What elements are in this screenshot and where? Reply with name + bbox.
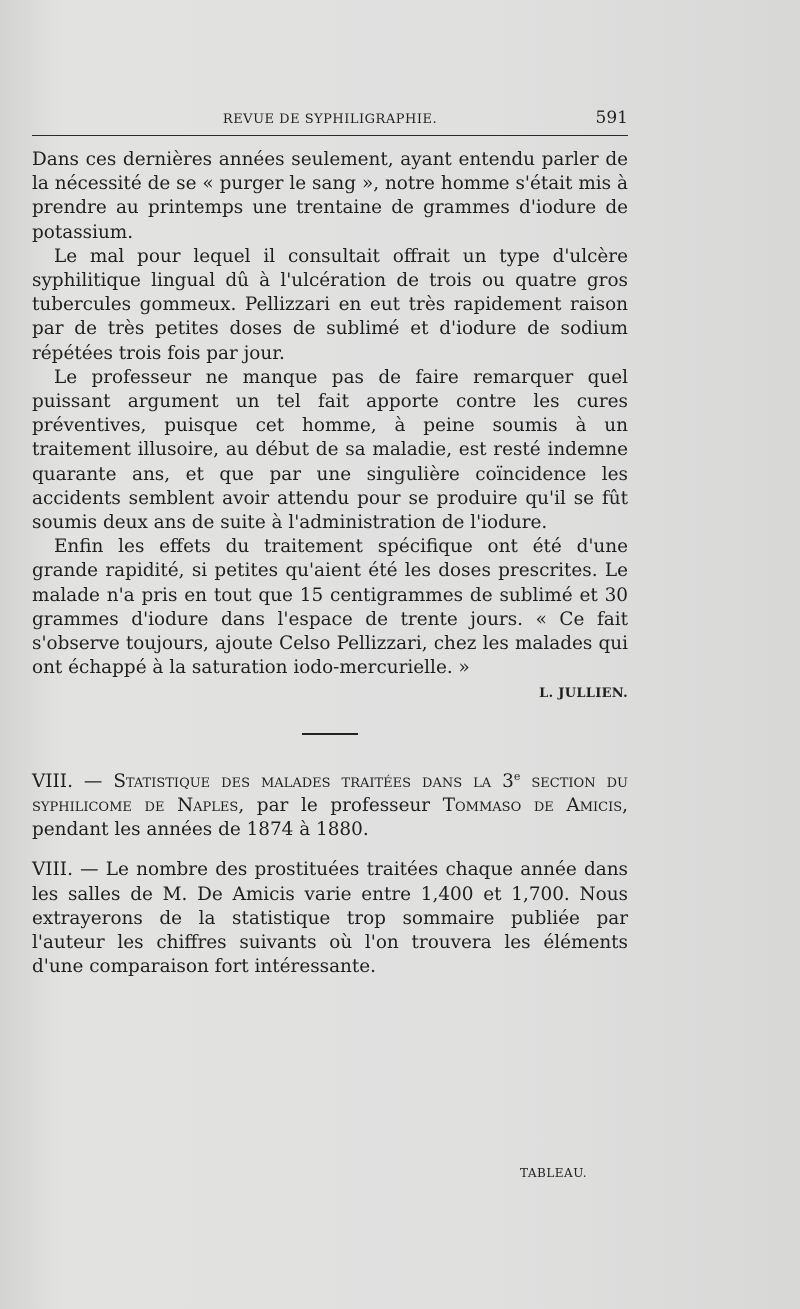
section-title-author: Tommaso de Amicis <box>442 795 623 816</box>
body-text <box>32 148 628 979</box>
paragraph-2: Le mal pour lequel il consultait offrait un type d'ulcère syphilitique lingual dû à l'ulcération de trois ou quatre gros tubercules gommeux. Pellizzari en eut très rapidement raison par de très petites doses de sublimé et d'iodure de sodium répétées trois fois par jour. <box>32 245 628 364</box>
section-numeral: VIII. <box>32 770 73 792</box>
section-title <box>32 765 628 843</box>
header-rule <box>32 135 628 136</box>
author-signature: L. JULLIEN. <box>539 686 628 702</box>
page-number: 591 <box>595 108 628 128</box>
section-dash: — <box>83 770 103 792</box>
section-separator <box>302 733 358 735</box>
paragraph-4: Enfin les effets du traitement spécifique ont été d'une grande rapidité, si petites qu'aient été les doses prescrites. Le malade n'a pris en tout que 15 centigrammes de sublimé et 30 grammes d'iodure dans l'espace de trente jours. « Ce fait s'observe toujours, ajoute Celso Pellizzari, chez les malades qui ont échappé à la saturation iodo-mercurielle. » <box>32 536 628 679</box>
section-title-part1: Statistique des malades traitées dans la 3 <box>113 770 514 792</box>
paragraph-1: Dans ces dernières années seulement, ayant entendu parler de la nécessité de se « purger le sang », notre homme s'était mis à prendre au printemps une trentaine de grammes d'iodure de potassium. <box>32 149 628 243</box>
running-head: REVUE DE SYPHILIGRAPHIE. <box>222 112 438 127</box>
section-title-part4: , pendant les années de 1874 à 1880. <box>32 795 628 841</box>
section-viii <box>32 765 628 980</box>
catchword: TABLEAU. <box>520 1166 588 1180</box>
section-title-part3: , par le professeur <box>238 795 443 816</box>
paragraph-3: Le professeur ne manque pas de faire remarquer quel puissant argument un tel fait apporte contre les cures préventives, puisque cet homme, à peine soumis à un traitement illusoire, au début de sa maladie, est resté indemne quarante ans, et que par une singulière coïncidence les accidents semblent avoir attendu pour se produire qu'il se fût soumis deux ans de suite à l'administration de l'iodure. <box>32 366 628 534</box>
section-body: VIII. — Le nombre des prostituées traitées chaque année dans les salles de M. De Amicis varie entre 1,400 et 1,700. Nous extrayerons de la statistique trop sommaire publiée par l'auteur les chiffres suivants où l'on trouvera les éléments d'une comparaison fort intéressante. <box>32 859 628 978</box>
section-title-sup: e <box>513 769 521 783</box>
page-header <box>32 108 628 132</box>
section-title-part2: section du syphilicome de Naples <box>32 770 628 816</box>
